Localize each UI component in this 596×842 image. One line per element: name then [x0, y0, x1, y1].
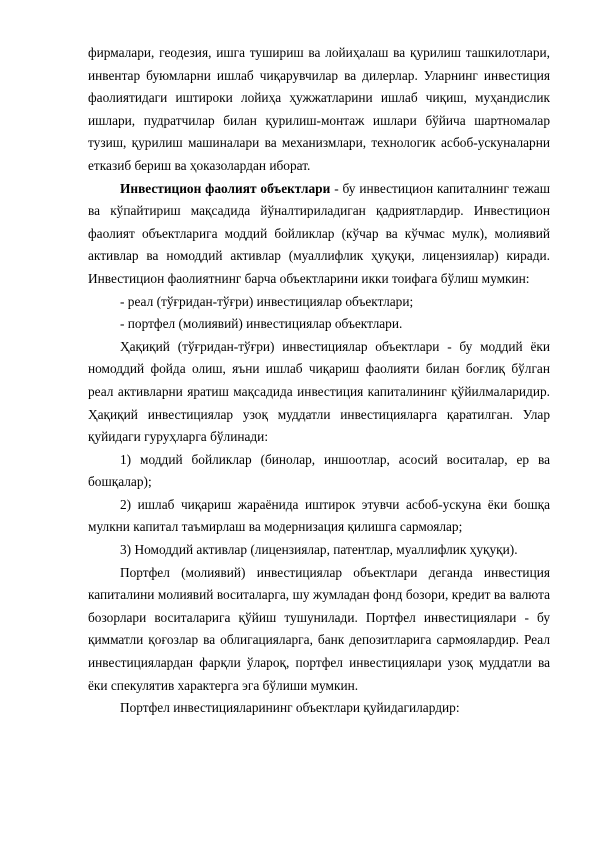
numbered-item-2: 2) ишлаб чиқариш жараёнида иштирок этувчи асбоб-ускуна ёки бошқа мулкни капитал таъмирлаш ва модернизация қилишга сармоялар; — [88, 496, 550, 535]
paragraph-1: фирмалари, геодезия, ишга тушириш ва лойиҳалаш ва қурилиш ташкилотлари, инвентар буюмларни ишлаб чиқарувчилар ва дилерлар. Уларнинг инвестиция фаолиятидаги иштироки лойиҳа ҳужжатларини ишлаб чиқиш, муҳандислик ишлари, пудратчилар билан қурилиш-монтаж ишлари бўйича шартномалар тузиш, қурилиш машиналари ва механизмлари, технологик асбоб-ускуналарни етказиб бериш ва ҳоказолардан иборат. — [88, 45, 550, 173]
paragraph-2-text: - бу инвестицион капиталнинг тежаш ва кўпайтириш мақсадида йўналтириладиган қадриятлардир. Инвестицион фаолият объектларига моддий бойликлар (кўчар ва кўчмас мулк), молиявий активлар ва номоддий активлар (муаллифлик ҳуқуқи, лицензиялар) киради. Инвестицион фаолиятнинг барча объектларини икки тоифага бўлиш мумкин: — [88, 180, 550, 286]
term-heading: Инвестицион фаолият объектлари — [120, 180, 331, 196]
numbered-item-1: 1) моддий бойликлар (бинолар, иншоотлар, асосий воситалар, ер ва бошқалар); — [88, 451, 550, 490]
list-item-real: - реал (тўғридан-тўғри) инвестициялар объектлари; — [120, 293, 414, 309]
numbered-item-3: 3) Номоддий активлар (лицензиялар, патентлар, муаллифлик ҳуқуқи). — [120, 542, 518, 558]
paragraph-4: Портфел (молиявий) инвестициялар объектлари деганда инвестиция капиталини молиявий воситаларга, шу жумладан фонд бозори, кредит ва валюта бозорлари воситаларига қўйиш тушунилади. Портфел инвестициялари - бу қимматли қоғозлар ва облигацияларга, банк депозитларига сармоялардир. Реал инвестициялардан фарқли ўлароқ, портфел инвестициялари узоқ муддатли ва ёки спекулятив характерга эга бўлиши мумкин. — [88, 564, 550, 693]
paragraph-2 — [88, 178, 550, 291]
document-page — [88, 42, 550, 720]
paragraph-3: Ҳақиқий (тўғридан-тўғри) инвестициялар объектлари - бу моддий ёки номоддий фойда олиш, яъни ишлаб чиқариш фаолияти билан боғлиқ бўлган реал активларни яратиш мақсадида инвестиция капиталининг қўйилмаларидир. Ҳақиқий инвестициялар узоқ муддатли инвестицияларга қаратилган. Улар қуйидаги гуруҳларга бўлинади: — [88, 338, 550, 445]
paragraph-5: Портфел инвестицияларининг объектлари қуйидагилардир: — [120, 700, 460, 716]
list-item-portfolio: - портфел (молиявий) инвестициялар объектлари. — [120, 316, 403, 332]
